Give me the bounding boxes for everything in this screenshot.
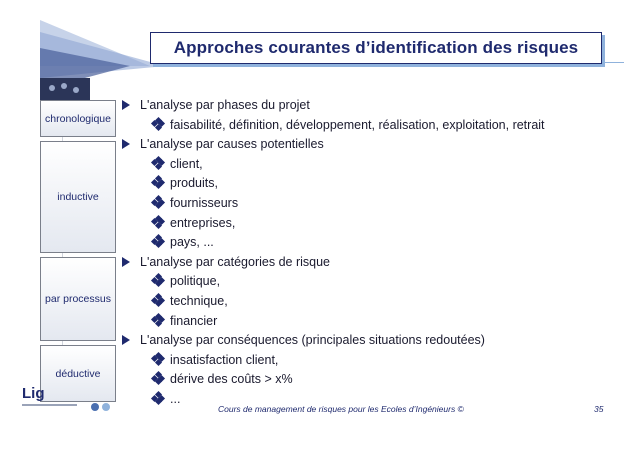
bullet-text: dérive des coûts > x% [170, 372, 293, 387]
bullet-level-1 [122, 332, 485, 348]
side-box-deductive [40, 345, 116, 402]
diamond-bullet-icon [152, 314, 164, 326]
bullet-text: L'analyse par conséquences (principales situations redoutées) [140, 333, 485, 348]
bullet-level-1 [122, 136, 324, 152]
bullet-level-2 [152, 156, 203, 172]
bullet-level-2 [152, 352, 278, 368]
bullet-text: client, [170, 156, 203, 171]
bullet-level-2 [152, 313, 217, 329]
arrow-bullet-icon [122, 139, 130, 149]
diamond-bullet-icon [152, 353, 164, 365]
diamond-bullet-icon [152, 235, 164, 247]
bullet-text: politique, [170, 274, 221, 289]
diamond-bullet-icon [152, 118, 164, 130]
diamond-bullet-icon [152, 392, 164, 404]
bullet-level-1 [122, 254, 330, 270]
bullet-text: L'analyse par phases du projet [140, 98, 310, 112]
side-box-chronologique [40, 100, 116, 137]
bullet-level-2 [152, 215, 235, 231]
bullet-text: insatisfaction client, [170, 352, 279, 367]
page-title: Approches courantes d’identification des risques [173, 38, 579, 57]
diamond-bullet-icon [152, 176, 164, 188]
bullet-text: L'analyse par catégories de risque [140, 254, 331, 269]
bullet-level-2 [152, 293, 228, 309]
bullet-level-2 [152, 175, 218, 191]
bullet-text: technique, [170, 294, 228, 308]
title-box [150, 32, 602, 64]
bullet-level-1 [122, 97, 310, 113]
logo-dots-graphic [90, 400, 114, 414]
side-box-label: par processus [45, 293, 111, 305]
side-box-inductive [40, 141, 116, 253]
bullet-text: produits, [170, 176, 218, 191]
bullet-text: pays, ... [170, 235, 214, 250]
arrow-bullet-icon [122, 335, 130, 345]
side-box-label: déductive [55, 367, 101, 380]
diamond-bullet-icon [152, 294, 164, 306]
page-number: 35 [594, 404, 604, 414]
title-underline [602, 62, 624, 63]
logo-tagline-graphic [22, 403, 82, 409]
bullet-text: L'analyse par causes potentielles [140, 137, 324, 152]
bullet-level-2 [152, 391, 180, 407]
diamond-bullet-icon [152, 372, 164, 384]
bullet-level-2 [152, 273, 220, 289]
bullet-text: entreprises, [170, 215, 236, 230]
arrow-bullet-icon [122, 257, 130, 267]
bullet-text: faisabilité, définition, développement, réalisation, exploitation, retrait [170, 117, 545, 132]
bullet-level-2 [152, 195, 238, 211]
bullet-text: financier [170, 313, 218, 328]
diamond-bullet-icon [152, 157, 164, 169]
side-box-label: inductive [57, 191, 99, 203]
diamond-bullet-icon [152, 216, 164, 228]
bullet-text: ... [170, 392, 181, 406]
arrow-bullet-icon [122, 100, 130, 110]
diamond-bullet-icon [152, 196, 164, 208]
footer-text: Cours de management de risques pour les Ecoles d’Ingénieurs © [218, 404, 464, 414]
logo: Lig [22, 385, 45, 402]
bullet-level-2 [152, 117, 545, 133]
bullet-text: fournisseurs [170, 196, 239, 210]
bullet-level-2 [152, 371, 293, 387]
side-box-label: chronologique [45, 112, 111, 125]
diamond-bullet-icon [152, 274, 164, 286]
side-box-par-processus [40, 257, 116, 341]
bullet-level-2 [152, 234, 214, 250]
